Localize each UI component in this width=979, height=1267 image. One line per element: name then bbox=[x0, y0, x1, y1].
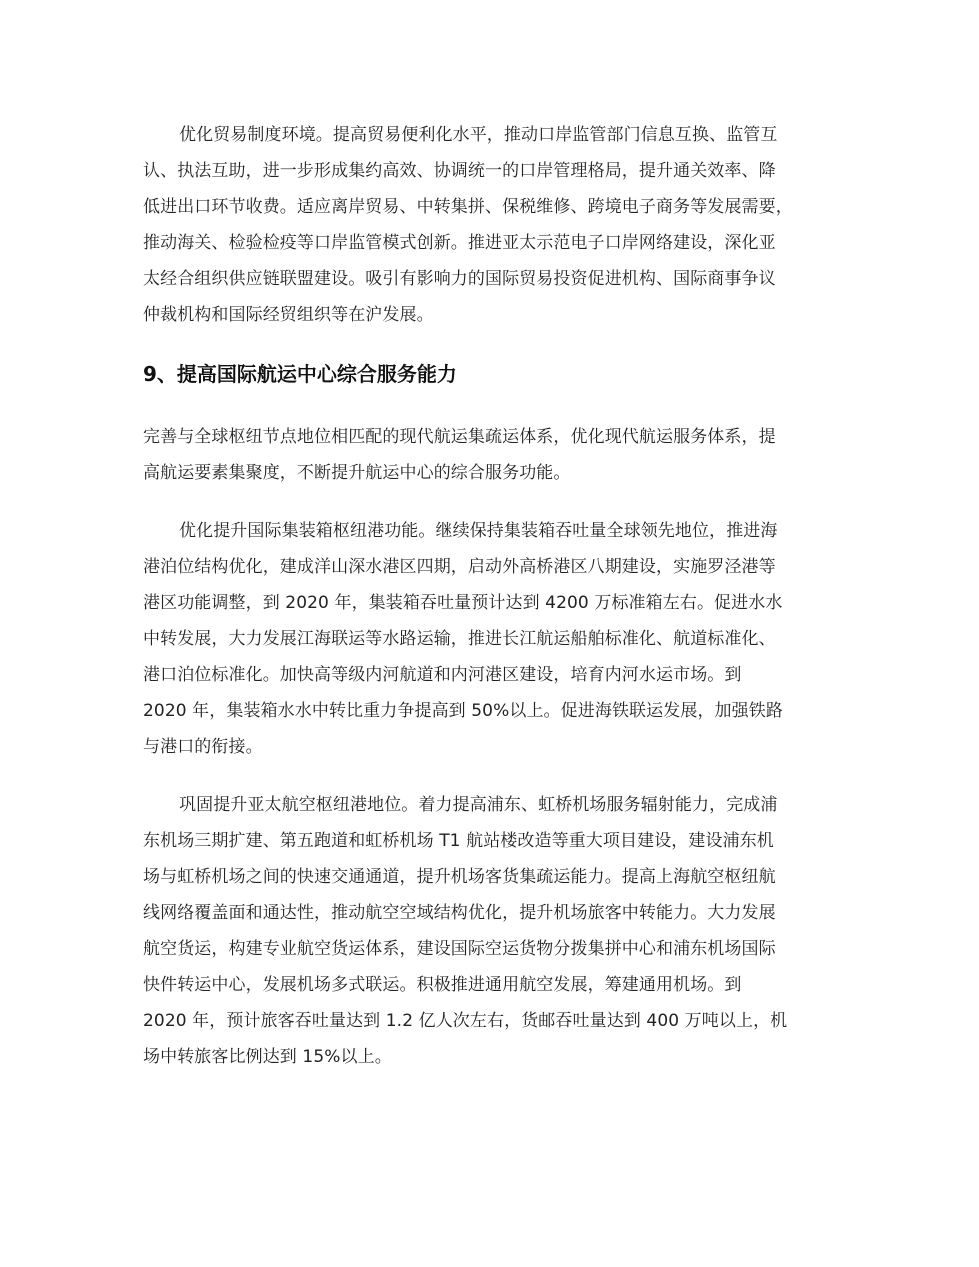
text-line: 2020 年，集装箱水水中转比重力争提高到 50%以上。促进海铁联运发展，加强铁路 bbox=[143, 701, 783, 721]
text-line: 中转发展，大力发展江海联运等水路运输，推进长江航运船舶标准化、航道标准化、 bbox=[143, 629, 776, 649]
text-line: 认、执法互助，进一步形成集约高效、协调统一的口岸管理格局，提升通关效率、降 bbox=[143, 161, 776, 181]
text-line: 高航运要素集聚度，不断提升航运中心的综合服务功能。 bbox=[143, 463, 571, 483]
text-line: 航空货运，构建专业航空货运体系，建设国际空运货物分拨集拼中心和浦东机场国际 bbox=[143, 939, 776, 959]
text-line: 线网络覆盖面和通达性，推动航空空域结构优化，提升机场旅客中转能力。大力发展 bbox=[143, 903, 776, 923]
text-line: 东机场三期扩建、第五跑道和虹桥机场 T1 航站楼改造等重大项目建设，建设浦东机 bbox=[143, 831, 774, 851]
text-line: 推动海关、检验检疫等口岸监管模式创新。推进亚太示范电子口岸网络建设，深化亚 bbox=[143, 233, 776, 253]
text-line: 仲裁机构和国际经贸组织等在沪发展。 bbox=[143, 305, 434, 325]
text-line: 完善与全球枢纽节点地位相匹配的现代航运集疏运体系，优化现代航运服务体系，提 bbox=[143, 427, 776, 447]
text-line: 低进出口环节收费。适应离岸贸易、中转集拼、保税维修、跨境电子商务等发展需要， bbox=[143, 197, 793, 217]
text-line: 场中转旅客比例达到 15%以上。 bbox=[143, 1047, 392, 1067]
text-line: 港泊位结构优化，建成洋山深水港区四期，启动外高桥港区八期建设，实施罗泾港等 bbox=[143, 557, 776, 577]
text-line: 场与虹桥机场之间的快速交通通道，提升机场客货集疏运能力。提高上海航空枢纽航 bbox=[143, 867, 776, 887]
text-line: 2020 年，预计旅客吞吐量达到 1.2 亿人次左右，货邮吞吐量达到 400 万吨以上，机 bbox=[143, 1011, 788, 1031]
text-line: 港口泊位标准化。加快高等级内河航道和内河港区建设，培育内河水运市场。到 bbox=[143, 665, 742, 685]
text-line: 巩固提升亚太航空枢纽港地位。着力提高浦东、虹桥机场服务辐射能力，完成浦 bbox=[179, 795, 778, 815]
text-line: 优化提升国际集装箱枢纽港功能。继续保持集装箱吞吐量全球领先地位，推进海 bbox=[179, 521, 778, 541]
text-line: 快件转运中心，发展机场多式联运。积极推进通用航空发展，筹建通用机场。到 bbox=[143, 975, 742, 995]
text-line: 优化贸易制度环境。提高贸易便利化水平，推动口岸监管部门信息互换、监管互 bbox=[179, 125, 778, 145]
text-line: 港区功能调整，到 2020 年，集装箱吞吐量预计达到 4200 万标准箱左右。促进水水 bbox=[143, 593, 783, 613]
text-line: 太经合组织供应链联盟建设。吸引有影响力的国际贸易投资促进机构、国际商事争议 bbox=[143, 269, 776, 289]
text-line: 与港口的衔接。 bbox=[143, 737, 263, 757]
section-heading: 9、提高国际航运中心综合服务能力 bbox=[143, 362, 457, 386]
